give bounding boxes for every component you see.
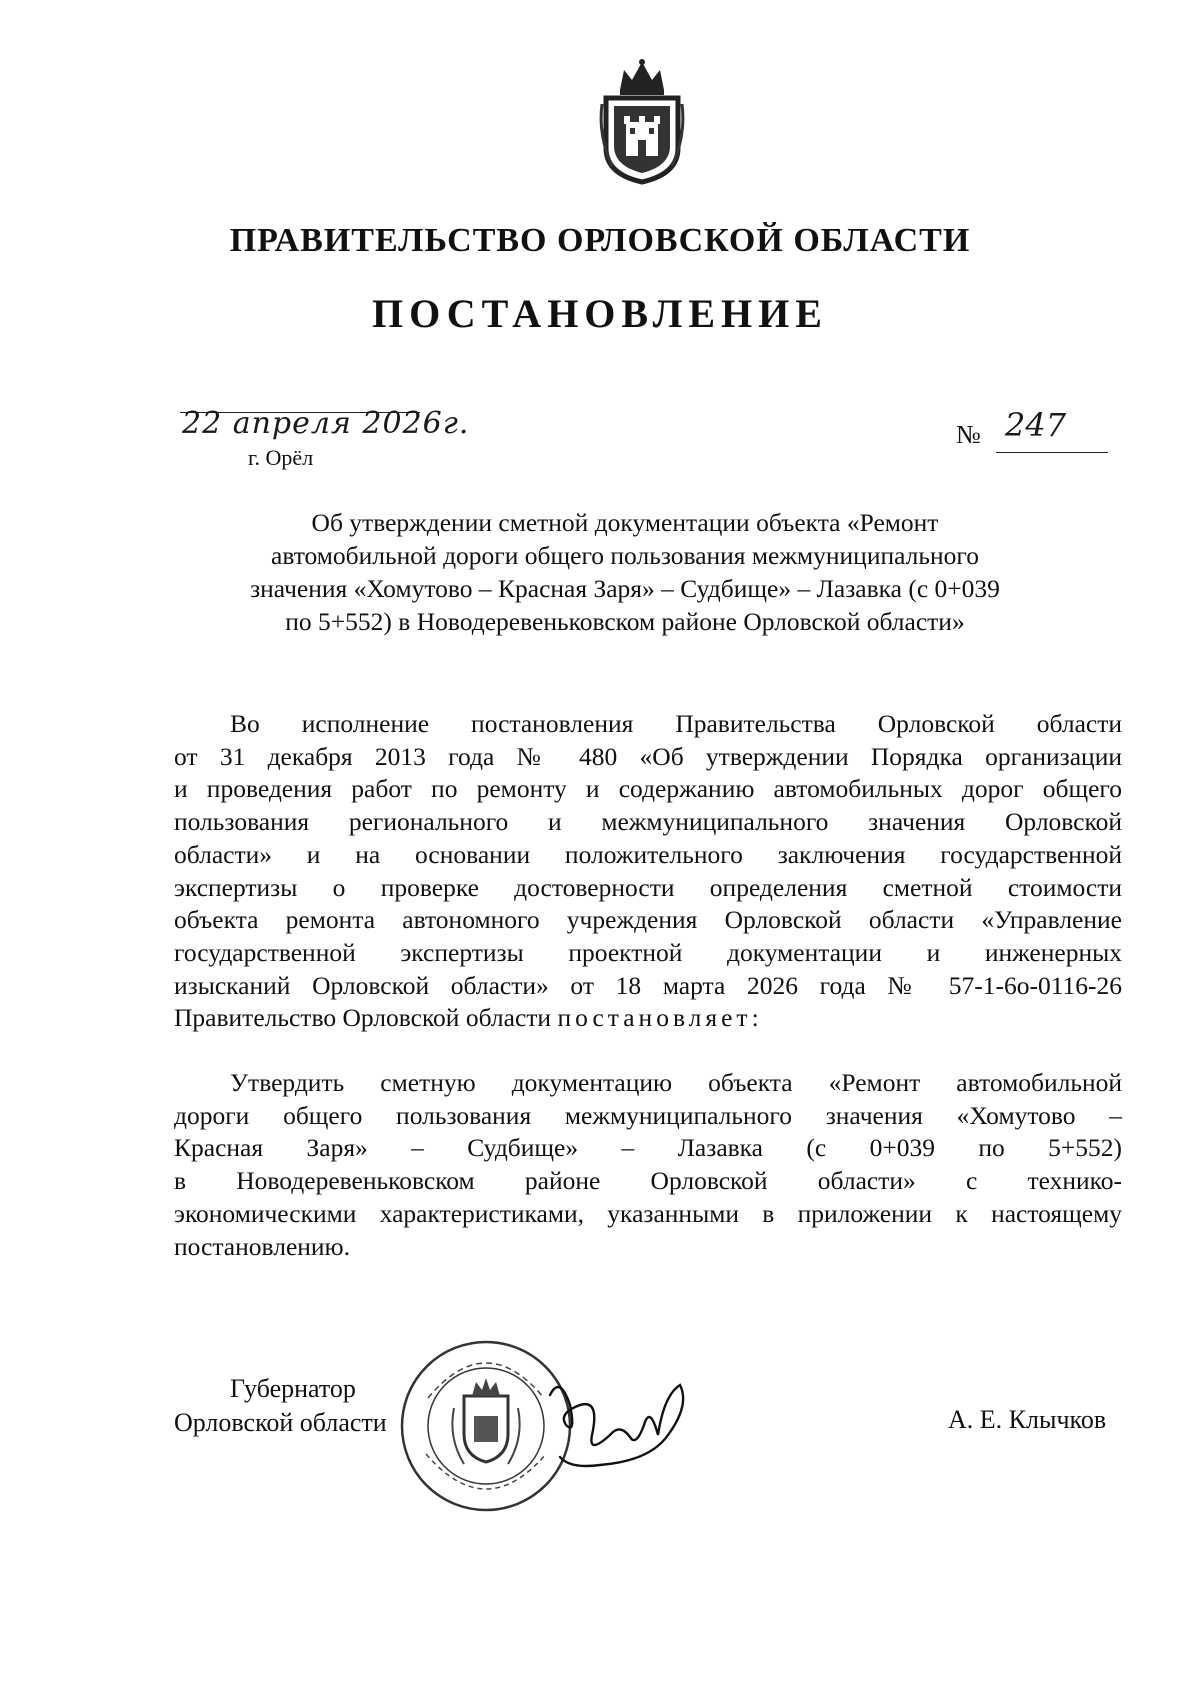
paragraph-line: изысканий Орловской области» от 18 марта 2026 года № 57-1-6о-0116-26	[174, 970, 1122, 1000]
number-label: №	[956, 420, 981, 449]
subject-line: Об утверждении сметной документации объекта «Ремонт	[311, 508, 939, 537]
paragraph-line: от 31 декабря 2013 года № 480 «Об утверждении Порядка организации	[174, 741, 1122, 771]
paragraph-line: Во исполнение постановления Правительства Орловской области	[230, 709, 1122, 738]
resolution-paragraph	[174, 1067, 1122, 1263]
signatory-title-line: Губернатор	[230, 1374, 356, 1403]
subject-line: автомобильной дороги общего пользования межмуниципального	[271, 541, 979, 570]
paragraph-line: экспертизы о проверке достоверности определения сметной стоимости	[174, 872, 1122, 902]
subject-line: по 5+552) в Новодеревеньковском районе Орловской области»	[285, 607, 965, 636]
organization-title: ПРАВИТЕЛЬСТВО ОРЛОВСКОЙ ОБЛАСТИ	[229, 222, 971, 259]
preamble-paragraph	[174, 708, 1122, 1035]
signatory-title	[174, 1372, 387, 1440]
paragraph-line: области» и на основании положительного заключения государственной	[174, 839, 1122, 869]
resolution-verb: постановляет:	[557, 1003, 763, 1033]
paragraph-line: пользования регионального и межмуниципального значения Орловской	[174, 807, 1122, 837]
paragraph-line: дороги общего пользования межмуниципального значения «Хомутово –	[174, 1100, 1122, 1130]
document-type: ПОСТАНОВЛЕНИЕ	[372, 291, 828, 336]
paragraph-line: объекта ремонта автономного учреждения Орловской области «Управление	[174, 905, 1122, 935]
paragraph-line: Красная Заря» – Судбище» – Лазавка (с 0+039 по 5+552)	[174, 1133, 1122, 1163]
number-underline	[996, 452, 1108, 453]
paragraph-line: постановлению.	[174, 1231, 350, 1261]
paragraph-line: Утвердить сметную документацию объекта «Ремонт автомобильной	[230, 1068, 1122, 1097]
document-number: 247	[1005, 406, 1067, 444]
document-subject	[220, 506, 1030, 638]
signatory-title-line: Орловской области	[174, 1408, 387, 1437]
paragraph-line: государственной экспертизы проектной документации и инженерных	[174, 937, 1122, 967]
paragraph-line: и проведения работ по ремонту и содержанию автомобильных дорог общего	[174, 774, 1122, 804]
coat-of-arms-icon	[598, 56, 686, 186]
handwritten-signature	[540, 1365, 690, 1475]
resolution-subject: Правительство Орловской области	[174, 1003, 558, 1033]
paragraph-line: в Новодеревеньковском районе Орловской области» с технико-	[174, 1166, 1122, 1196]
paragraph-line	[174, 1002, 1122, 1035]
subject-line: значения «Хомутово – Красная Заря» – Судбище» – Лазавка (с 0+039	[250, 574, 1000, 603]
document-city: г. Орёл	[248, 445, 314, 470]
document-date: 22 апреля 2026г.	[182, 406, 470, 441]
paragraph-line: экономическими характеристиками, указанными в приложении к настоящему	[174, 1198, 1122, 1228]
signatory-name: А. Е. Клычков	[948, 1405, 1107, 1434]
